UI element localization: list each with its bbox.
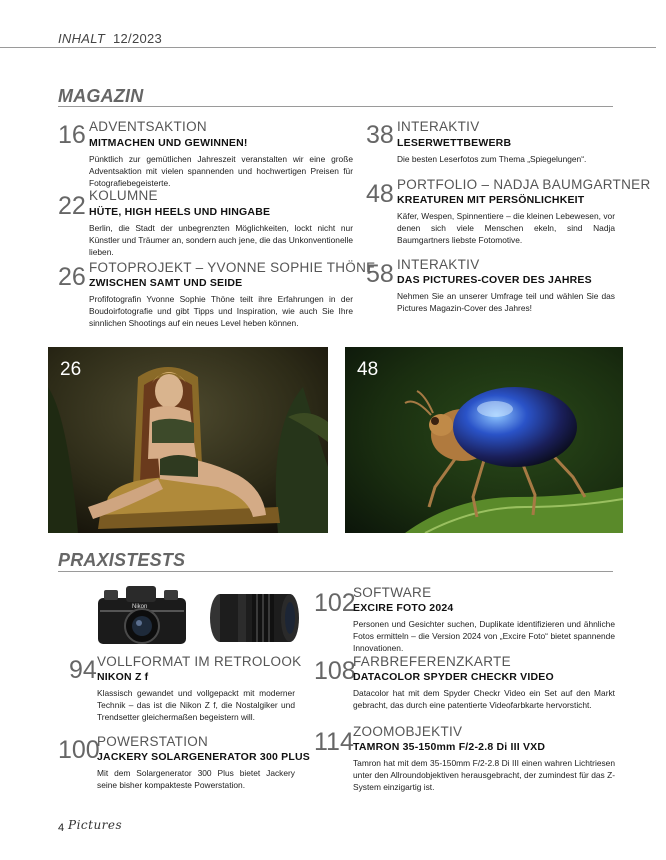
tamron-lens-image — [208, 592, 302, 644]
entry-title: LESERWETTBEWERB — [397, 137, 512, 149]
header-section: INHALT — [58, 31, 106, 46]
entry-category: INTERAKTIV — [397, 257, 480, 272]
page-number: 114 — [314, 728, 354, 756]
boudoir-photo[interactable] — [48, 347, 328, 533]
entry-category: POWERSTATION — [97, 734, 209, 749]
beetle-photo-image — [345, 347, 623, 533]
magazine-logo: Pictures — [68, 818, 123, 832]
camera-brand-text: Nikon — [132, 604, 148, 610]
section-rule-magazin — [58, 106, 613, 107]
entry-description: Tamron hat mit dem 35-150mm F/2-2.8 Di III einen wahren Lichtriesen unter den Allroundobjektiven herausgebracht, der zumindest für das Z-System einzigartig ist. — [353, 758, 615, 792]
entry-description: Käfer, Wespen, Spinnentiere – die kleinen Lebewesen, vor denen sich viele Menschen ekeln, sind Nadja Baumgartners liebste Fotomotive. — [397, 211, 615, 245]
entry-title: EXCIRE FOTO 2024 — [353, 602, 454, 614]
entry-title: MITMACHEN UND GEWINNEN! — [89, 137, 248, 149]
boudoir-photo-image — [48, 347, 328, 533]
entry-description: Nehmen Sie an unserer Umfrage teil und wählen Sie das Pictures Magazin-Cover des Jahres! — [397, 291, 615, 313]
entry-title: NIKON Z f — [97, 671, 149, 683]
entry-description: Klassisch gewandet und vollgepackt mit moderner Technik – das ist die Nikon Z f, die Nostalgiker und Trendsetter gleichermaßen begeistern will. — [97, 688, 295, 722]
nikon-camera-image — [96, 584, 188, 646]
entry-category: ZOOMOBJEKTIV — [353, 724, 463, 739]
page-number: 94 — [69, 656, 97, 684]
entry-description: Profifotografin Yvonne Sophie Thöne teilt ihre Erfahrungen in der Boudoirfotografie und gibt Tipps und Inspiration, wie auch Sie Ihre sinnlichen Shootings auf ein neues Level heben können. — [89, 294, 353, 328]
page-number: 100 — [58, 736, 100, 764]
entry-category: FARBREFERENZKARTE — [353, 654, 511, 669]
page-number: 22 — [58, 192, 86, 220]
page-number: 102 — [314, 589, 356, 617]
header — [58, 31, 162, 46]
entry-description: Berlin, die Stadt der unbegrenzten Möglichkeiten, lockt nicht nur Künstler und Träumer an, sondern auch jene, die das Unkonventionelle lieben. — [89, 223, 353, 257]
page-number: 58 — [366, 260, 394, 288]
entry-category: KOLUMNE — [89, 188, 158, 203]
entry-description: Pünktlich zur gemütlichen Jahreszeit veranstalten wir eine große Adventsaktion mit vielen spannenden und hochwertigen Preisen für Fotografiebegeisterte. — [89, 154, 353, 188]
beetle-photo[interactable] — [345, 347, 623, 533]
entry-title: KREATUREN MIT PERSÖNLICHKEIT — [397, 194, 585, 206]
section-rule-praxistests — [58, 571, 613, 572]
entry-category: VOLLFORMAT IM RETROLOOK — [97, 654, 302, 669]
entry-title: ZWISCHEN SAMT UND SEIDE — [89, 277, 243, 289]
header-issue: 12/2023 — [113, 31, 163, 46]
entry-description: Die besten Leserfotos zum Thema „Spiegelungen“. — [397, 154, 587, 164]
header-rule — [0, 47, 656, 48]
page-number: 16 — [58, 121, 86, 149]
entry-title: DAS PICTURES-COVER DES JAHRES — [397, 274, 592, 286]
page-number: 26 — [58, 263, 86, 291]
entry-category: SOFTWARE — [353, 585, 432, 600]
entry-title: TAMRON 35-150mm F/2-2.8 Di III VXD — [353, 741, 546, 753]
entry-category: INTERAKTIV — [397, 119, 480, 134]
page-number: 48 — [366, 180, 394, 208]
entry-description: Personen und Gesichter suchen, Duplikate identifizieren und ähnliche Fotos ermitteln – die Version 2024 von „Excire Foto“ bietet spannende Innovationen. — [353, 619, 615, 653]
entry-title: JACKERY SOLARGENERATOR 300 PLUS — [97, 751, 310, 763]
entry-description: Mit dem Solargenerator 300 Plus bietet Jackery seine bisher kompakteste Powerstation. — [97, 768, 295, 790]
section-heading-praxistests: PRAXISTESTS — [58, 550, 186, 570]
page-number: 38 — [366, 121, 394, 149]
entry-category: FOTOPROJEKT – YVONNE SOPHIE THÖNE — [89, 260, 376, 275]
entry-category: ADVENTSAKTION — [89, 119, 207, 134]
entry-category: PORTFOLIO – NADJA BAUMGARTNER — [397, 177, 651, 192]
photo-page-number: 26 — [60, 359, 82, 380]
page-number: 108 — [314, 657, 356, 685]
entry-description: Datacolor hat mit dem Spyder Checkr Video ein Set auf den Markt gebracht, das durch eine patentierte Videofarbkarte hervorsticht. — [353, 688, 615, 710]
page-number-footer: 4 — [58, 822, 65, 834]
photo-page-number: 48 — [357, 359, 379, 380]
entry-title: DATACOLOR SPYDER CHECKR VIDEO — [353, 671, 554, 683]
section-heading-magazin: MAGAZIN — [58, 86, 144, 106]
entry-title: HÜTE, HIGH HEELS UND HINGABE — [89, 206, 271, 218]
